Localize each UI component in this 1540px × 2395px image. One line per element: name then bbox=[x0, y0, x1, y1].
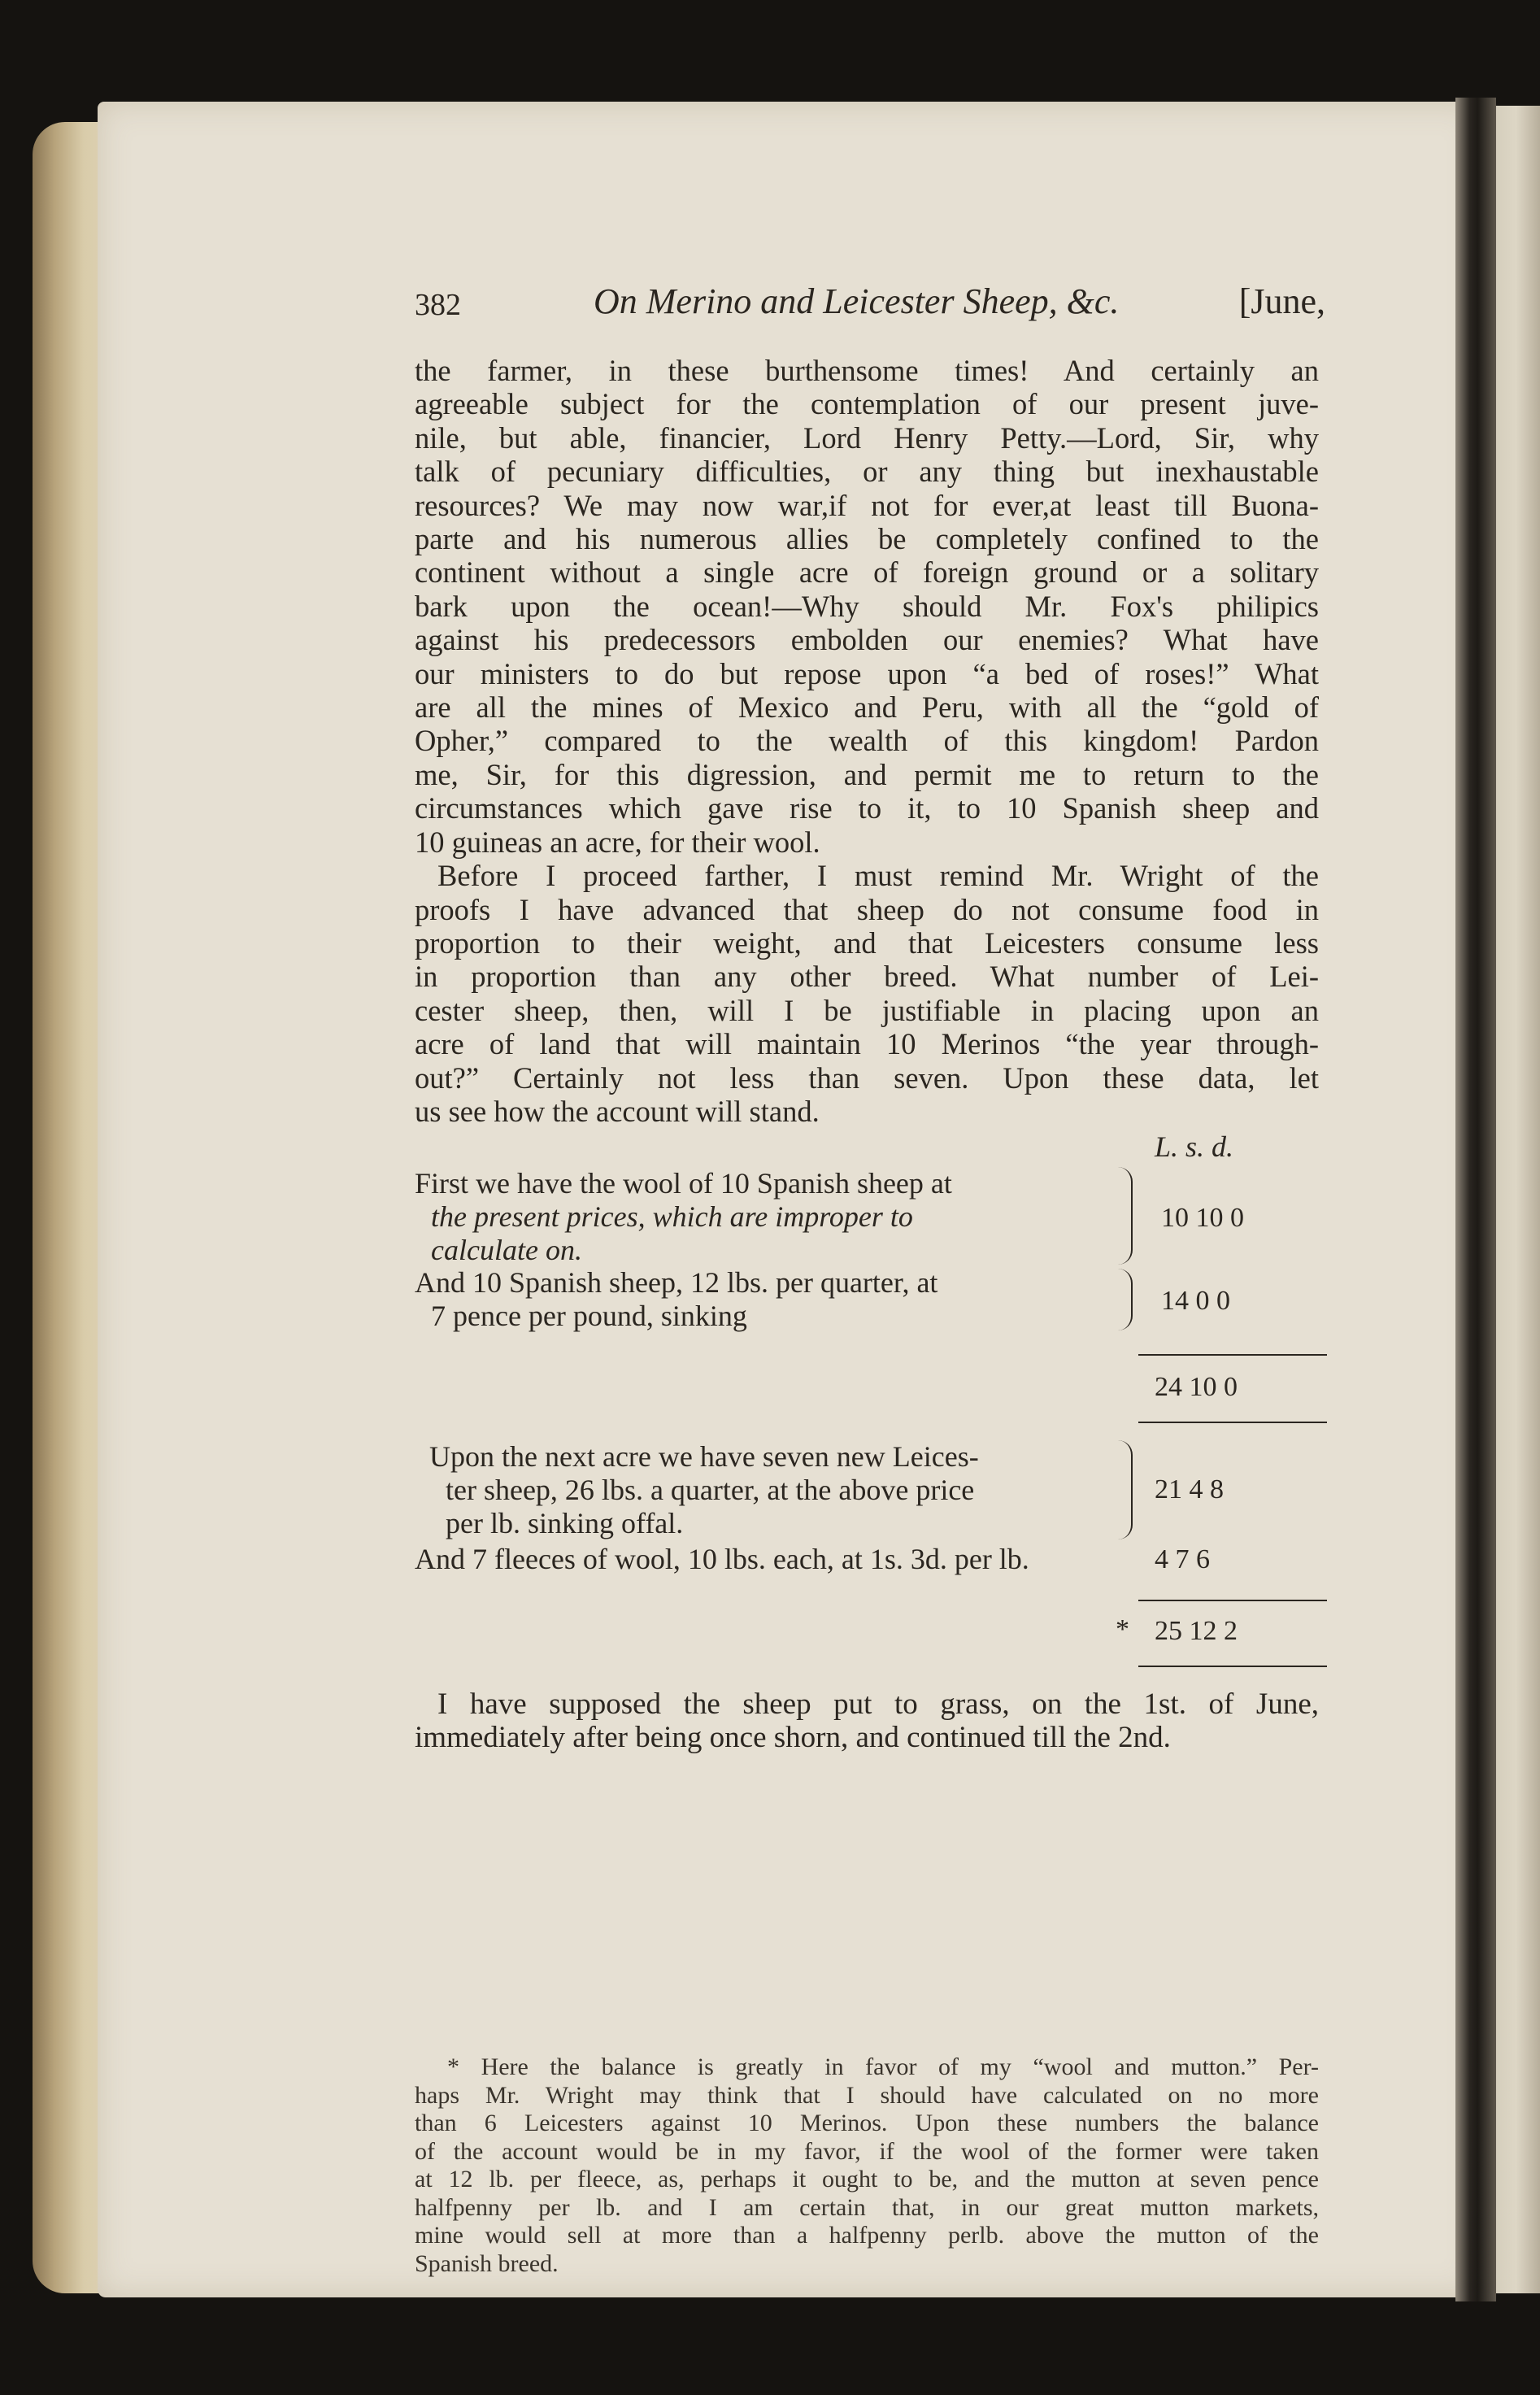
text-line: proportion to their weight, and that Leicesters consume less bbox=[415, 925, 1319, 960]
footnote-line: Spanish breed. bbox=[415, 2249, 559, 2277]
page-header bbox=[415, 281, 1325, 337]
text-line: resources? We may now war,if not for ever,at least till Buona- bbox=[415, 488, 1319, 522]
account-line: First we have the wool of 10 Spanish sheep at bbox=[415, 1167, 952, 1200]
amount: 21 4 8 bbox=[1155, 1474, 1224, 1504]
footnote-line: mine would sell at more than a halfpenny perlb. above the mutton of the bbox=[415, 2222, 1319, 2249]
text-line: circumstances which gave rise to it, to 10 Spanish sheep and bbox=[415, 791, 1319, 825]
sum-rule bbox=[1138, 1422, 1327, 1423]
text-line: in proportion than any other breed. What number of Lei- bbox=[415, 960, 1319, 994]
text-line: Opher,” compared to the wealth of this kingdom! Pardon bbox=[415, 724, 1319, 758]
page-number: 382 bbox=[415, 288, 461, 322]
body-text bbox=[415, 354, 1319, 1128]
account-line: And 7 fleeces of wool, 10 lbs. each, at 1s. 3d. per lb. bbox=[415, 1543, 1029, 1575]
text-line: me, Sir, for this digression, and permit me to return to the bbox=[415, 757, 1319, 791]
sum-rule bbox=[1138, 1666, 1327, 1667]
text-line: are all the mines of Mexico and Peru, with all the “gold of bbox=[415, 690, 1319, 725]
money-column-heading: L. s. d. bbox=[1155, 1130, 1234, 1163]
footnote-line: of the account would be in my favor, if the wool of the former were taken bbox=[415, 2137, 1319, 2165]
text-line: parte and his numerous allies be completely confined to the bbox=[415, 522, 1319, 556]
text-line: nile, but able, financier, Lord Henry Petty.—Lord, Sir, why bbox=[415, 420, 1319, 455]
text-line: out?” Certainly not less than seven. Upon these data, let bbox=[415, 1060, 1319, 1095]
amount: 14 0 0 bbox=[1161, 1286, 1230, 1316]
text-line: immediately after being once shorn, and continued till the 2nd. bbox=[415, 1721, 1171, 1755]
grand-total: 25 12 2 bbox=[1155, 1616, 1238, 1646]
text-line: against his predecessors embolden our enemies? What have bbox=[415, 623, 1319, 657]
account-line: the present prices, which are improper to bbox=[431, 1200, 913, 1233]
text-line: the farmer, in these burthensome times! And certainly an bbox=[415, 354, 1319, 387]
footnote-line: at 12 lb. per fleece, as, perhaps it ought to be, and the mutton at seven pence bbox=[415, 2166, 1319, 2193]
text-line: agreeable subject for the contemplation of our present juve- bbox=[415, 387, 1319, 421]
text-line: cester sheep, then, will I be justifiable in placing upon an bbox=[415, 993, 1319, 1027]
closing-paragraph bbox=[415, 1687, 1319, 1755]
footnote-line: haps Mr. Wright may think that I should have calculated on no more bbox=[415, 2081, 1319, 2109]
account-line: ter sheep, 26 lbs. a quarter, at the above price bbox=[446, 1474, 975, 1506]
footnote-line: halfpenny per lb. and I am certain that, in our great mutton markets, bbox=[415, 2193, 1319, 2221]
amount: 10 10 0 bbox=[1161, 1203, 1244, 1233]
running-title: On Merino and Leicester Sheep, &c. bbox=[594, 281, 1120, 321]
account-line: per lb. sinking offal. bbox=[446, 1507, 684, 1539]
sum-rule bbox=[1138, 1354, 1327, 1356]
text-line: talk of pecuniary difficulties, or any thing but inexhaustable bbox=[415, 455, 1319, 489]
subtotal: 24 10 0 bbox=[1155, 1372, 1238, 1402]
account-line: calculate on. bbox=[431, 1234, 582, 1266]
text-line: us see how the account will stand. bbox=[415, 1094, 820, 1128]
account-line: Upon the next acre we have seven new Leices- bbox=[429, 1440, 979, 1473]
header-date: [June, bbox=[1238, 281, 1325, 321]
account-line: 7 pence per pound, sinking bbox=[431, 1300, 747, 1332]
footnote bbox=[415, 2053, 1319, 2278]
footnote-line: than 6 Leicesters against 10 Merinos. Upon these numbers the balance bbox=[415, 2110, 1319, 2136]
book-spine bbox=[1455, 98, 1496, 2301]
account-line: And 10 Spanish sheep, 12 lbs. per quarter, at bbox=[415, 1266, 938, 1299]
text-line: bark upon the ocean!—Why should Mr. Fox's philipics bbox=[415, 589, 1319, 623]
footnote-mark: * bbox=[1116, 1614, 1129, 1644]
text-line: 10 guineas an acre, for their wool. bbox=[415, 825, 820, 859]
text-line: acre of land that will maintain 10 Merinos “the year through- bbox=[415, 1027, 1319, 1061]
brace bbox=[1118, 1269, 1133, 1330]
text-line: continent without a single acre of foreign ground or a solitary bbox=[415, 555, 1319, 590]
brace bbox=[1118, 1167, 1133, 1265]
footnote-line: * Here the balance is greatly in favor of my “wool and mutton.” Per- bbox=[447, 2053, 1319, 2080]
text-line: our ministers to do but repose upon “a bed of roses!” What bbox=[415, 656, 1319, 690]
brace bbox=[1118, 1440, 1133, 1539]
amount: 4 7 6 bbox=[1155, 1544, 1210, 1574]
sum-rule bbox=[1138, 1600, 1327, 1601]
text-line: proofs I have advanced that sheep do not consume food in bbox=[415, 892, 1319, 926]
text-line: Before I proceed farther, I must remind Mr. Wright of the bbox=[437, 859, 1319, 893]
text-line: I have supposed the sheep put to grass, on the 1st. of June, bbox=[437, 1687, 1319, 1721]
